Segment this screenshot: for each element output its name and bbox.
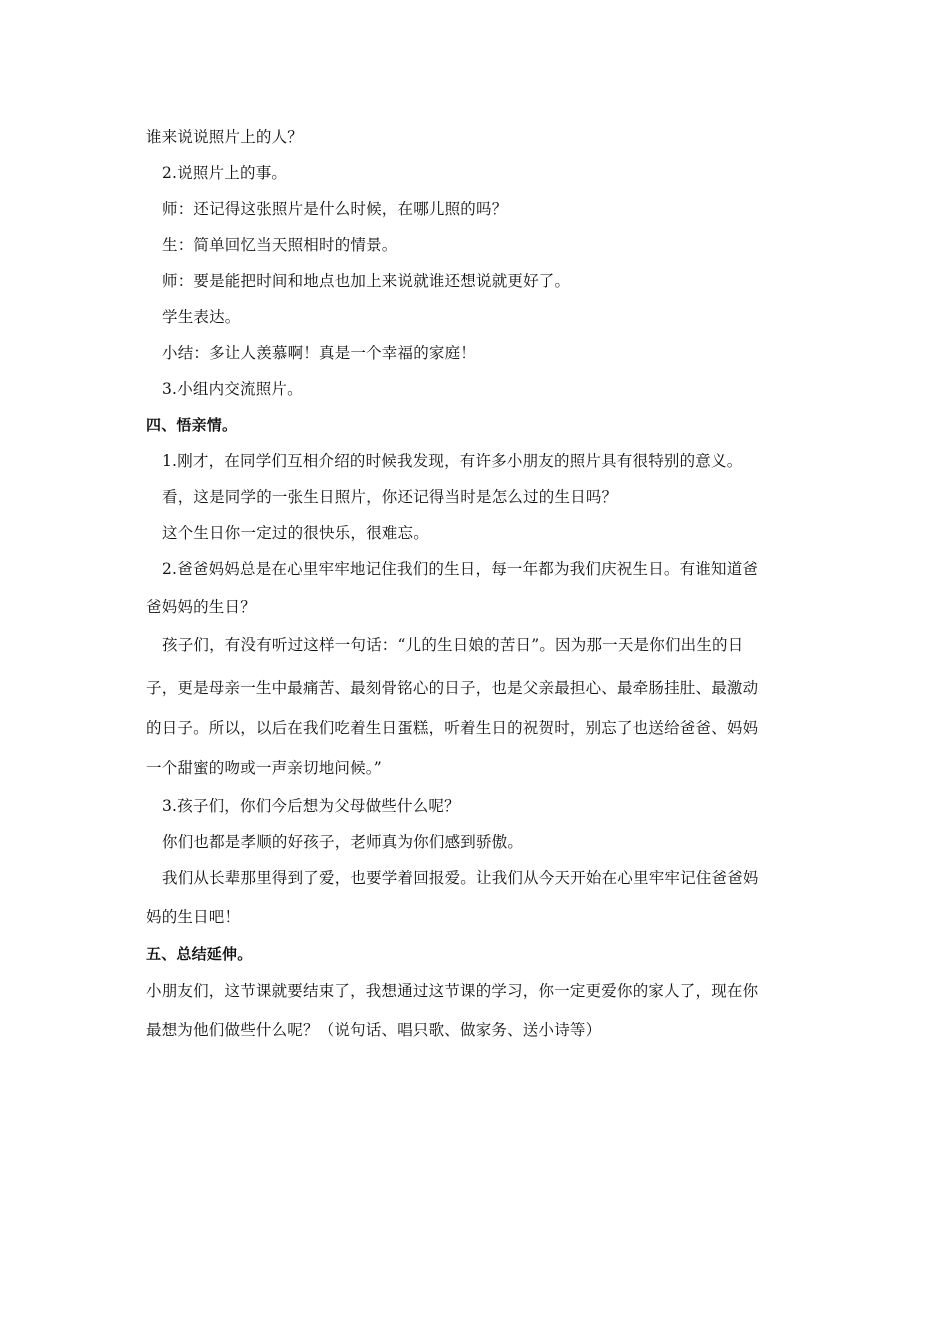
paragraph-line: 这个生日你一定过的很快乐，很难忘。 [162, 524, 429, 542]
paragraph-line: 师：还记得这张照片是什么时候，在哪儿照的吗？ [162, 200, 508, 218]
paragraph-line: 2.说照片上的事。 [162, 164, 288, 182]
paragraph-line: 孩子们，有没有听过这样一句话：“儿的生日娘的苦日”。因为那一天是你们出生的日 [162, 636, 744, 654]
paragraph-line: 2.爸爸妈妈总是在心里牢牢地记住我们的生日，每一年都为我们庆祝生日。有谁知道爸 [162, 560, 759, 578]
paragraph-line: 我们从长辈那里得到了爱，也要学着回报爱。让我们从今天开始在心里牢牢记住爸爸妈 [162, 869, 759, 887]
section-heading: 五、总结延伸。 [146, 945, 253, 963]
paragraph-line: 学生表达。 [162, 308, 241, 326]
paragraph-line: 师：要是能把时间和地点也加上来说就谁还想说就更好了。 [162, 272, 571, 290]
section-heading: 四、悟亲情。 [146, 416, 238, 434]
paragraph-line: 谁来说说照片上的人？ [146, 128, 304, 146]
paragraph-line: 一个甜蜜的吻或一声亲切地问候。” [146, 759, 382, 777]
paragraph-line: 妈的生日吧！ [146, 908, 241, 926]
paragraph-line: 3.小组内交流照片。 [162, 380, 303, 398]
paragraph-line: 的日子。所以，以后在我们吃着生日蛋糕，听着生日的祝贺时，别忘了也送给爸爸、妈妈 [146, 719, 759, 737]
paragraph-line: 你们也都是孝顺的好孩子，老师真为你们感到骄傲。 [162, 833, 524, 851]
paragraph-line: 最想为他们做些什么呢？（说句话、唱只歌、做家务、送小诗等） [146, 1021, 602, 1039]
paragraph-line: 1.刚才，在同学们互相介绍的时候我发现，有许多小朋友的照片具有很特别的意义。 [162, 452, 743, 470]
paragraph-line: 3.孩子们，你们今后想为父母做些什么呢？ [162, 797, 460, 815]
paragraph-line: 小结：多让人羡慕啊！真是一个幸福的家庭！ [162, 344, 477, 362]
paragraph-line: 爸妈妈的生日？ [146, 598, 256, 616]
paragraph-line: 看，这是同学的一张生日照片，你还记得当时是怎么过的生日吗？ [162, 488, 618, 506]
paragraph-line: 生：简单回忆当天照相时的情景。 [162, 236, 398, 254]
paragraph-line: 小朋友们，这节课就要结束了，我想通过这节课的学习，你一定更爱你的家人了，现在你 [146, 982, 759, 1000]
paragraph-line: 子，更是母亲一生中最痛苦、最刻骨铭心的日子，也是父亲最担心、最牵肠挂肚、最激动 [146, 679, 759, 697]
